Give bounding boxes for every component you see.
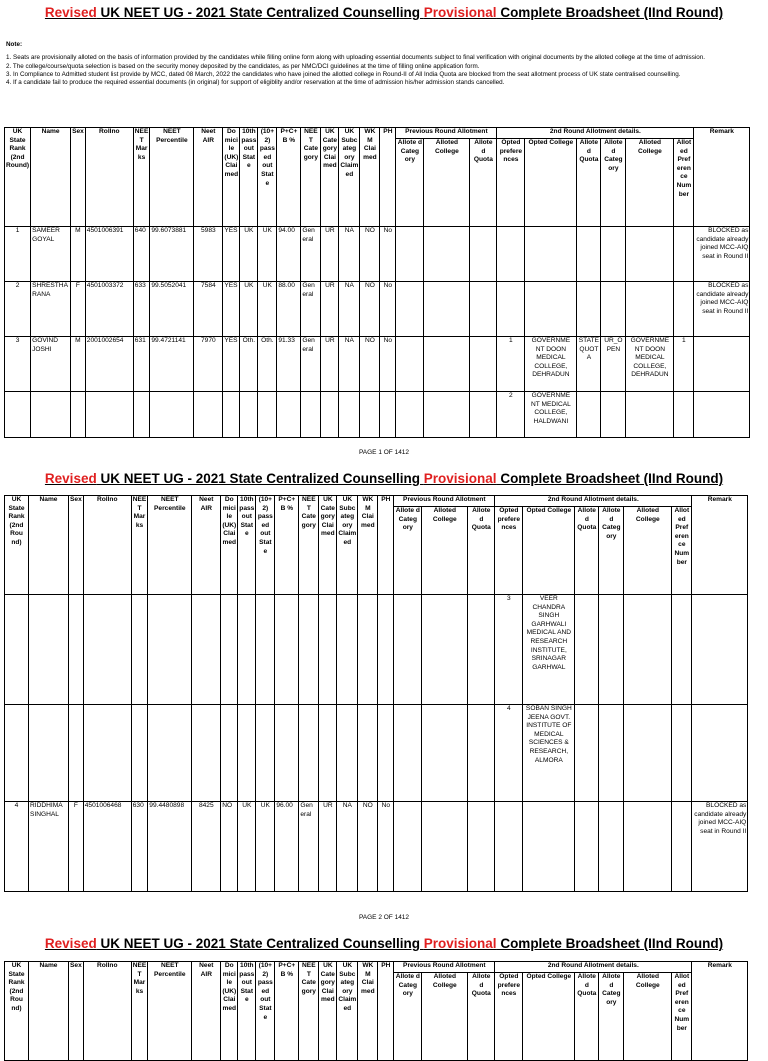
cell-empty — [337, 595, 358, 705]
table-row — [5, 705, 748, 802]
cell-uk-subcategory: NA — [337, 802, 358, 892]
cell-uk-category: UR — [321, 337, 339, 392]
table-row — [5, 392, 750, 438]
cell-empty — [133, 392, 150, 438]
header-opted-preferences: Opted prefere nces — [495, 973, 523, 1061]
header-percentile: NEET Percentile — [148, 962, 192, 1061]
cell-twelfth: UK — [258, 282, 277, 337]
cell-empty — [601, 227, 626, 282]
header-allotted-quota: Allote d Quota — [575, 973, 599, 1061]
title-part2: Complete Broadsheet (IInd Round) — [496, 936, 724, 951]
cell-empty — [131, 595, 148, 705]
cell-empty — [468, 802, 495, 892]
title-part2: Complete Broadsheet (IInd Round) — [496, 5, 724, 20]
header-allotted-category: Allote d Categ ory — [601, 139, 626, 227]
header-wkm: WK M Clai med — [360, 128, 380, 227]
cell-empty — [394, 595, 422, 705]
cell-empty — [69, 595, 84, 705]
cell-percentile: 99.5052041 — [150, 282, 194, 337]
cell-empty — [29, 595, 69, 705]
cell-air: 7584 — [194, 282, 223, 337]
cell-neet-category: Gen eral — [301, 227, 321, 282]
cell-empty — [221, 705, 238, 802]
cell-empty — [672, 802, 692, 892]
header-domicile: Do mici le (UK) Clai med — [221, 496, 238, 595]
cell-empty — [575, 802, 599, 892]
header-opted-college: Opted College — [523, 973, 575, 1061]
header-allotted-pref-number: Allot ed Pref eren ce Num ber — [674, 139, 694, 227]
cell-allotted-quota: STATE QUOT A — [577, 337, 601, 392]
header-ph: PH — [380, 128, 396, 227]
cell-empty — [468, 705, 495, 802]
cell-empty — [396, 392, 424, 438]
header-remark: Remark — [692, 496, 748, 595]
cell-empty — [626, 282, 674, 337]
note-item: 2. The college/course/quota selection is based on the security money deposited by the candidates, as per NMC/DCI guidelines at the time of filling online application form. — [6, 62, 480, 70]
header-prev-category: Allote d Categ ory — [394, 973, 422, 1061]
cell-opted-college: SOBAN SINGH JEENA GOVT. INSTITUTE OF MEDICAL SCIENCES & RESEARCH, ALMORA — [523, 705, 575, 802]
header-uk-category: UK Cate gory Clai med — [319, 962, 337, 1061]
cell-empty — [577, 282, 601, 337]
cell-tenth: Oth. — [240, 337, 258, 392]
cell-empty — [192, 705, 221, 802]
header-uk-category: UK Cate gory Clai med — [319, 496, 337, 595]
cell-opted-preference: 3 — [495, 595, 523, 705]
cell-empty — [275, 705, 299, 802]
cell-marks: 630 — [131, 802, 148, 892]
header-prev-category: Allote d Categ ory — [394, 507, 422, 595]
cell-marks: 640 — [133, 227, 150, 282]
table-row — [5, 595, 748, 705]
header-neet-category: NEE T Cate gory — [299, 496, 319, 595]
broadsheet-table — [4, 127, 750, 438]
header-prev-quota: Allote d Quota — [468, 507, 495, 595]
header-air: Neet AIR — [194, 128, 223, 227]
cell-remark: BLOCKED as candidate already joined MCC-AIQ seat in Round II — [694, 282, 750, 337]
cell-percentile: 99.4480898 — [148, 802, 192, 892]
cell-wkm: NO — [358, 802, 378, 892]
cell-empty — [422, 705, 468, 802]
cell-twelfth: UK — [258, 227, 277, 282]
cell-empty — [601, 392, 626, 438]
cell-empty — [238, 595, 256, 705]
cell-empty — [424, 282, 470, 337]
header-opted-college: Opted College — [525, 139, 577, 227]
cell-empty — [240, 392, 258, 438]
header-sex: Sex — [71, 128, 86, 227]
header-opted-college: Opted College — [523, 507, 575, 595]
cell-opted-preference: 4 — [495, 705, 523, 802]
header-previous-round: Previous Round Allotment — [396, 128, 497, 139]
cell-tenth: UK — [240, 282, 258, 337]
cell-empty — [424, 337, 470, 392]
cell-opted-college: GOVERNME NT DOON MEDICAL COLLEGE, DEHRADUN — [525, 337, 577, 392]
cell-ph: No — [378, 802, 394, 892]
header-allotted-quota: Allote d Quota — [575, 507, 599, 595]
cell-name: SHRESTHA RANA — [31, 282, 71, 337]
cell-domicile: YES — [223, 227, 240, 282]
cell-twelfth: Oth. — [258, 337, 277, 392]
header-sex: Sex — [69, 496, 84, 595]
header-air: Neet AIR — [192, 496, 221, 595]
page-title — [0, 471, 768, 486]
cell-empty — [422, 802, 468, 892]
header-allotted-college: Alloted College — [626, 139, 674, 227]
cell-empty — [299, 595, 319, 705]
cell-allotted-pref-number: 1 — [674, 337, 694, 392]
cell-name: GOVIND JOSHI — [31, 337, 71, 392]
cell-empty — [396, 337, 424, 392]
header-rank: UK State Rank (2nd Round) — [5, 128, 31, 227]
cell-empty — [672, 705, 692, 802]
cell-air: 7970 — [194, 337, 223, 392]
cell-empty — [422, 595, 468, 705]
header-opted-preferences: Opted prefere nces — [495, 507, 523, 595]
cell-rank: 2 — [5, 282, 31, 337]
cell-uk-subcategory: NA — [339, 227, 360, 282]
page-title — [0, 5, 768, 20]
header-allotted-category: Allote d Categ ory — [599, 507, 624, 595]
cell-twelfth: UK — [256, 802, 275, 892]
cell-empty — [131, 705, 148, 802]
cell-percentile: 99.6073881 — [150, 227, 194, 282]
cell-empty — [192, 595, 221, 705]
cell-marks: 631 — [133, 337, 150, 392]
cell-empty — [624, 595, 672, 705]
header-uk-subcategory: UK Subc ateg ory Claim ed — [337, 962, 358, 1061]
cell-empty — [497, 282, 525, 337]
cell-empty — [378, 705, 394, 802]
cell-empty — [321, 392, 339, 438]
table-row — [5, 337, 750, 392]
header-uk-category: UK Cate gory Clai med — [321, 128, 339, 227]
cell-empty — [396, 282, 424, 337]
notes — [6, 41, 760, 87]
title-provisional: Provisional — [423, 471, 497, 486]
cell-ph: No — [380, 337, 396, 392]
cell-opted-college: VEER CHANDRA SINGH GARHWALI MEDICAL AND RESEARCH INSTITUTE, SRINAGAR GARHWAL — [523, 595, 575, 705]
header-second-round: 2nd Round Allotment details. — [495, 962, 692, 973]
cell-sex: F — [69, 802, 84, 892]
cell-empty — [69, 705, 84, 802]
cell-empty — [577, 227, 601, 282]
cell-empty — [358, 705, 378, 802]
cell-empty — [470, 392, 497, 438]
cell-allotted-category: UR_O PEN — [601, 337, 626, 392]
table-row — [5, 802, 748, 892]
cell-empty — [470, 337, 497, 392]
title-part1: UK NEET UG - 2021 State Centralized Counselling — [96, 5, 424, 20]
cell-wkm: NO — [360, 227, 380, 282]
cell-tenth: UK — [240, 227, 258, 282]
cell-empty — [394, 802, 422, 892]
header-prev-quota: Allote d Quota — [468, 973, 495, 1061]
header-tenth: 10th pass out Stat e — [240, 128, 258, 227]
header-remark: Remark — [694, 128, 750, 227]
cell-uk-category: UR — [319, 802, 337, 892]
cell-empty — [575, 705, 599, 802]
title-revised: Revised — [44, 471, 97, 486]
note-item: 3. In Compliance to Admitted student list provide by MCC, dated 08 March, 2022 the candidates who have joined the allotted college in Round-II of All India Quota are blocked from the seat allotment process of UK state centralised counselling. — [6, 70, 681, 78]
cell-empty — [301, 392, 321, 438]
cell-neet-category: Gen eral — [301, 337, 321, 392]
header-marks: NEE T Mar ks — [131, 962, 148, 1061]
header-percentile: NEET Percentile — [148, 496, 192, 595]
cell-empty — [525, 282, 577, 337]
cell-empty — [599, 802, 624, 892]
broadsheet-table — [4, 495, 748, 892]
header-rollno: Rollno — [83, 962, 131, 1061]
header-pcb: P+C+ B % — [275, 962, 299, 1061]
header-twelfth: (10+ 2) pass ed out Stat e — [256, 962, 275, 1061]
header-pcb: P+C+ B % — [275, 496, 299, 595]
cell-empty — [339, 392, 360, 438]
cell-empty — [319, 595, 337, 705]
cell-domicile: YES — [223, 337, 240, 392]
cell-rank: 1 — [5, 227, 31, 282]
cell-uk-subcategory: NA — [339, 337, 360, 392]
cell-empty — [674, 227, 694, 282]
cell-empty — [694, 337, 750, 392]
cell-pcb: 96.00 — [275, 802, 299, 892]
header-uk-subcategory: UK Subc ateg ory Claim ed — [339, 128, 360, 227]
cell-remark: BLOCKED as candidate already joined MCC-AIQ seat in Round II — [694, 227, 750, 282]
cell-empty — [277, 392, 301, 438]
cell-empty — [523, 802, 575, 892]
cell-empty — [258, 392, 277, 438]
header-twelfth: (10+ 2) pass ed out Stat e — [258, 128, 277, 227]
cell-tenth: UK — [238, 802, 256, 892]
cell-uk-category: UR — [321, 227, 339, 282]
header-ph: PH — [378, 962, 394, 1061]
header-marks: NEE T Mar ks — [133, 128, 150, 227]
cell-empty — [83, 705, 131, 802]
cell-empty — [394, 705, 422, 802]
header-allotted-pref-number: Allot ed Pref eren ce Num ber — [672, 507, 692, 595]
cell-neet-category: Gen eral — [301, 282, 321, 337]
header-air: Neet AIR — [192, 962, 221, 1061]
cell-empty — [599, 705, 624, 802]
title-provisional: Provisional — [423, 5, 497, 20]
header-prev-category: Allote d Categ ory — [396, 139, 424, 227]
header-rank: UK State Rank (2nd Rou nd) — [5, 962, 29, 1061]
cell-empty — [470, 227, 497, 282]
title-part2: Complete Broadsheet (IInd Round) — [496, 471, 724, 486]
cell-empty — [5, 392, 31, 438]
cell-empty — [148, 705, 192, 802]
cell-rollno: 4501003372 — [85, 282, 133, 337]
header-neet-category: NEE T Cate gory — [299, 962, 319, 1061]
header-allotted-pref-number: Allot ed Pref eren ce Num ber — [672, 973, 692, 1061]
page-number: PAGE 2 OF 1412 — [358, 914, 410, 921]
cell-empty — [626, 227, 674, 282]
header-uk-subcategory: UK Subc ateg ory Claim ed — [337, 496, 358, 595]
cell-empty — [380, 392, 396, 438]
cell-pcb: 88.00 — [277, 282, 301, 337]
cell-uk-category: UR — [321, 282, 339, 337]
cell-empty — [470, 282, 497, 337]
header-opted-preferences: Opted prefere nces — [497, 139, 525, 227]
header-tenth: 10th pass out Stat e — [238, 496, 256, 595]
cell-rollno: 2001002654 — [85, 337, 133, 392]
title-part1: UK NEET UG - 2021 State Centralized Counselling — [96, 936, 424, 951]
cell-name: RIDDHIMA SINGHAL — [29, 802, 69, 892]
header-name: Name — [29, 962, 69, 1061]
cell-sex: M — [71, 227, 86, 282]
cell-empty — [238, 705, 256, 802]
cell-empty — [624, 705, 672, 802]
cell-empty — [672, 595, 692, 705]
cell-sex: M — [71, 337, 86, 392]
title-provisional: Provisional — [423, 936, 497, 951]
cell-empty — [5, 595, 29, 705]
cell-name: SAMEER GOYAL — [31, 227, 71, 282]
header-percentile: NEET Percentile — [150, 128, 194, 227]
cell-empty — [396, 227, 424, 282]
cell-opted-preference: 2 — [497, 392, 525, 438]
cell-domicile: YES — [223, 282, 240, 337]
header-sex: Sex — [69, 962, 84, 1061]
header-prev-college: Alloted College — [422, 507, 468, 595]
header-previous-round: Previous Round Allotment — [394, 496, 495, 507]
header-rollno: Rollno — [85, 128, 133, 227]
cell-empty — [525, 227, 577, 282]
header-previous-round: Previous Round Allotment — [394, 962, 495, 973]
cell-empty — [424, 227, 470, 282]
cell-sex: F — [71, 282, 86, 337]
header-neet-category: NEE T Cate gory — [301, 128, 321, 227]
header-rank: UK State Rank (2nd Rou nd) — [5, 496, 29, 595]
cell-remark: BLOCKED as candidate already joined MCC-AIQ seat in Round II — [692, 802, 748, 892]
cell-empty — [194, 392, 223, 438]
cell-empty — [71, 392, 86, 438]
cell-empty — [319, 705, 337, 802]
cell-empty — [275, 595, 299, 705]
cell-ph: No — [380, 227, 396, 282]
note-item: 1. Seats are provisionally alloted on the basis of information provided by the candidates while filling online form along with uploading essential documents subject to final verification with original documents by the alloted college at the time of admission. — [6, 54, 706, 62]
header-allotted-college: Alloted College — [624, 973, 672, 1061]
cell-empty — [378, 595, 394, 705]
cell-empty — [577, 392, 601, 438]
header-second-round: 2nd Round Allotment details. — [497, 128, 694, 139]
cell-empty — [358, 595, 378, 705]
title-revised: Revised — [44, 5, 97, 20]
cell-neet-category: Gen eral — [299, 802, 319, 892]
header-marks: NEE T Mar ks — [131, 496, 148, 595]
header-wkm: WK M Clai med — [358, 962, 378, 1061]
table-row — [5, 227, 750, 282]
header-domicile: Do mici le (UK) Clai med — [223, 128, 240, 227]
cell-pcb: 94.00 — [277, 227, 301, 282]
header-allotted-quota: Allote d Quota — [577, 139, 601, 227]
cell-empty — [221, 595, 238, 705]
header-prev-college: Alloted College — [422, 973, 468, 1061]
cell-domicile: NO — [221, 802, 238, 892]
cell-empty — [692, 705, 748, 802]
table-row — [5, 282, 750, 337]
title-part1: UK NEET UG - 2021 State Centralized Counselling — [96, 471, 424, 486]
cell-empty — [674, 392, 694, 438]
cell-air: 5983 — [194, 227, 223, 282]
header-second-round: 2nd Round Allotment details. — [495, 496, 692, 507]
cell-empty — [497, 227, 525, 282]
cell-empty — [626, 392, 674, 438]
header-name: Name — [29, 496, 69, 595]
cell-empty — [150, 392, 194, 438]
header-prev-quota: Allote d Quota — [470, 139, 497, 227]
cell-wkm: NO — [360, 282, 380, 337]
cell-empty — [223, 392, 240, 438]
header-allotted-college: Alloted College — [624, 507, 672, 595]
cell-pcb: 91.33 — [277, 337, 301, 392]
note-item: 4. If a candidate fail to produce the required essential documents (in original) for support of eligiblity and/or reservation at the time of admission his/her admission stands cancelled. — [6, 79, 505, 87]
cell-percentile: 99.4721141 — [150, 337, 194, 392]
cell-empty — [31, 392, 71, 438]
cell-empty — [624, 802, 672, 892]
header-twelfth: (10+ 2) pass ed out Stat e — [256, 496, 275, 595]
cell-uk-subcategory: NA — [339, 282, 360, 337]
cell-empty — [424, 392, 470, 438]
title-revised: Revised — [44, 936, 97, 951]
header-ph: PH — [378, 496, 394, 595]
header-rollno: Rollno — [83, 496, 131, 595]
notes-heading: Note: — [6, 41, 23, 48]
broadsheet-table — [4, 961, 748, 1061]
cell-empty — [256, 705, 275, 802]
cell-marks: 633 — [133, 282, 150, 337]
cell-rollno: 4501006391 — [85, 227, 133, 282]
cell-empty — [692, 595, 748, 705]
header-domicile: Do mici le (UK) Clai med — [221, 962, 238, 1061]
cell-empty — [495, 802, 523, 892]
header-allotted-category: Allote d Categ ory — [599, 973, 624, 1061]
cell-empty — [299, 705, 319, 802]
cell-allotted-college: GOVERNME NT DOON MEDICAL COLLEGE, DEHRADUN — [626, 337, 674, 392]
header-wkm: WK M Clai med — [358, 496, 378, 595]
header-name: Name — [31, 128, 71, 227]
header-remark: Remark — [692, 962, 748, 1061]
cell-ph: No — [380, 282, 396, 337]
cell-empty — [599, 595, 624, 705]
header-prev-college: Alloted College — [424, 139, 470, 227]
page-number: PAGE 1 OF 1412 — [358, 449, 410, 456]
cell-opted-preference: 1 — [497, 337, 525, 392]
cell-empty — [148, 595, 192, 705]
cell-empty — [601, 282, 626, 337]
page-title — [0, 936, 768, 951]
cell-empty — [85, 392, 133, 438]
cell-opted-college: GOVERNME NT MEDICAL COLLEGE, HALDWANI — [525, 392, 577, 438]
cell-empty — [5, 705, 29, 802]
header-pcb: P+C+ B % — [277, 128, 301, 227]
header-tenth: 10th pass out Stat e — [238, 962, 256, 1061]
cell-empty — [360, 392, 380, 438]
cell-empty — [694, 392, 750, 438]
cell-rank: 4 — [5, 802, 29, 892]
cell-air: 8425 — [192, 802, 221, 892]
cell-empty — [337, 705, 358, 802]
cell-empty — [256, 595, 275, 705]
cell-empty — [674, 282, 694, 337]
cell-rollno: 4501006468 — [83, 802, 131, 892]
cell-rank: 3 — [5, 337, 31, 392]
cell-empty — [468, 595, 495, 705]
cell-empty — [575, 595, 599, 705]
cell-empty — [29, 705, 69, 802]
cell-empty — [83, 595, 131, 705]
cell-wkm: NO — [360, 337, 380, 392]
